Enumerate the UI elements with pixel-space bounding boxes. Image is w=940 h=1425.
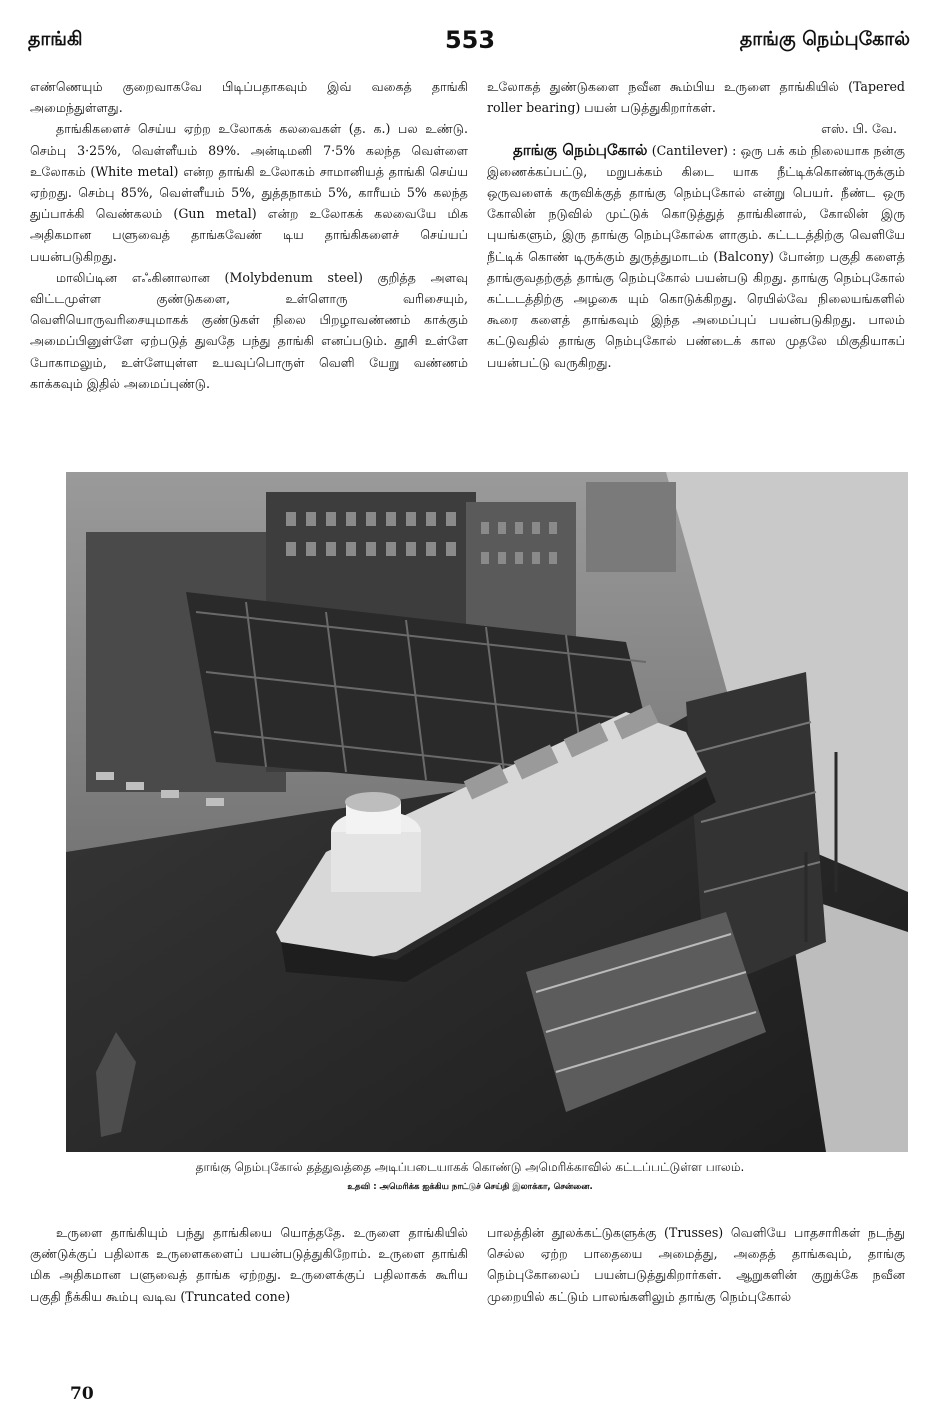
top-left-column xyxy=(30,76,468,394)
photo-illustration xyxy=(66,472,908,1152)
bottom-right-column xyxy=(487,1222,905,1307)
paragraph: உருளை தாங்கியும் பந்து தாங்கியை யொத்ததே. உருளை தாங்கியில் குண்டுக்குப் பதிலாக உருளைகளைப் பயன்படுத்துகிறோம். உருளை தாங்கி மிக அதிகமான பளுவைத் தாங்க ஏற்றது. உருளைக்குப் பதிலாகக் கூரிய பகுதி நீக்கிய கூம்பு வடிவ (Truncated cone) xyxy=(30,1225,468,1304)
paragraph: பாலத்தின் தூலக்கட்டுகளுக்கு (Trusses) வெளியே பாதசாரிகள் நடந்து செல்ல ஏற்ற பாதையை அமைத்து, அதைத் தாங்கவும், தாங்கு நெம்புகோலைப் பயன்படுத்துகிறார்கள். ஆறுகளின் குறுக்கே நவீன முறையில் கட்டும் பாலங்களிலும் தாங்கு நெம்புகோல் xyxy=(487,1225,905,1304)
figure-credit: உதவி : அமெரிக்க ஐக்கிய நாட்டுச் செய்தி இலாக்கா, சென்னை. xyxy=(347,1182,593,1192)
entry-term: தாங்கு நெம்புகோல் xyxy=(513,140,648,159)
figure-caption: தாங்கு நெம்புகோல் தத்துவத்தை அடிப்படையாகக் கொண்டு அமெரிக்காவில் கட்டப்பட்டுள்ள பாலம். xyxy=(195,1160,745,1174)
paragraph: உலோகத் துண்டுகளை நவீன கூம்பிய உருளை தாங்கியில் (Tapered roller bearing) பயன் படுத்துகிறார்கள். xyxy=(487,79,905,116)
top-right-column xyxy=(487,76,905,373)
folio-number: 70 xyxy=(70,1384,94,1404)
page-number: 553 xyxy=(444,26,496,54)
entry-paragraph xyxy=(487,140,905,373)
entry-text: (Cantilever) : ஒரு பக் கம் நிலையாக நன்கு இணைக்கப்பட்டு, மறுபக்கம் கிடை யாக நீட்டிக்கொண்டிருக்கும் ஒருவளைக் கருவிக்குத் தாங்கு நெம்புகோல் என்று பெயர். நீண்ட ஒரு கோலின் நடுவில் முட்டுக் கொடுத்துத் தாங்கினால், கோலின் இரு புயங்களும், இரு தாங்கு நெம்புகோல்க ளாகும். கட்டடத்திற்கு வெளியே நீட்டிக் கொண் டிருக்கும் துருத்துமாடம் (Balcony) போன்ற பகுதி களைத் தாங்குவதற்குத் தாங்கு நெம்புகோல் பயன்படு கிறது. தாங்கு நெம்புகோல் கட்டடத்திற்கு அழகை யும் கொடுக்கிறது. ரெயில்வே நிலையங்களில் கூரை களைத் தாங்கவும் இந்த அமைப்புப் பயன்படுகிறது. பாலம் கட்டுவதில் தாங்கு நெம்புகோல் பண்டைக் கால முதலே மிகுதியாகப் பயன்பட்டு வருகிறது. xyxy=(487,142,905,370)
bridge-photo xyxy=(66,472,908,1152)
header-right-term: தாங்கு நெம்புகோல் xyxy=(739,28,910,50)
bottom-left-column xyxy=(30,1222,468,1307)
running-header xyxy=(0,0,940,60)
header-left-term: தாங்கி xyxy=(28,28,83,50)
paragraph: தாங்கிகளைச் செய்ய ஏற்ற உலோகக் கலவைகள் (த. க.) பல உண்டு. செம்பு 3·25%, வெள்ளீயம் 89%. அன்டிமனி 7·5% கலந்த வெள்ளை உலோகம் (White metal) என்ற தாங்கி உலோகம் சாமானியத் தாங்கி செய்ய ஏற்றது. செம்பு 85%, வெள்ளீயம் 5%, துத்தநாகம் 5%, காரீயம் 5% கலந்த துப்பாக்கி வெண்கலம் (Gun metal) என்ற உலோகக் கலவையே மிக அதிகமான பளுவைத் தாங்கவேண் டிய தாங்கிகளைச் செய்யப் பயன்படுகிறது. xyxy=(30,121,468,264)
author-initials: எஸ். பி. வே. xyxy=(821,121,897,137)
paragraph: எண்ணெயும் குறைவாகவே பிடிப்பதாகவும் இவ் வகைத் தாங்கி அமைந்துள்ளது. xyxy=(30,79,468,116)
paragraph: மாலிப்டின எஃகினாலான (Molybdenum steel) குறித்த அளவு விட்டமுள்ள குண்டுகளை, உள்ளொரு வரிசையும், வெளியொருவரிசையுமாகக் குண்டுகள் நிலை பிறழாவண்ணம் காக்கும் அமைப்பினுள்ளே ஏற்படுத் துவதே பந்து தாங்கி எனப்படும். தூசி உள்ளே போகாமலும், உள்ளேயுள்ள உயவுப்பொருள் வெளி யேறு வண்ணம் காக்கவும் இதில் அமைப்புண்டு. xyxy=(30,269,468,391)
